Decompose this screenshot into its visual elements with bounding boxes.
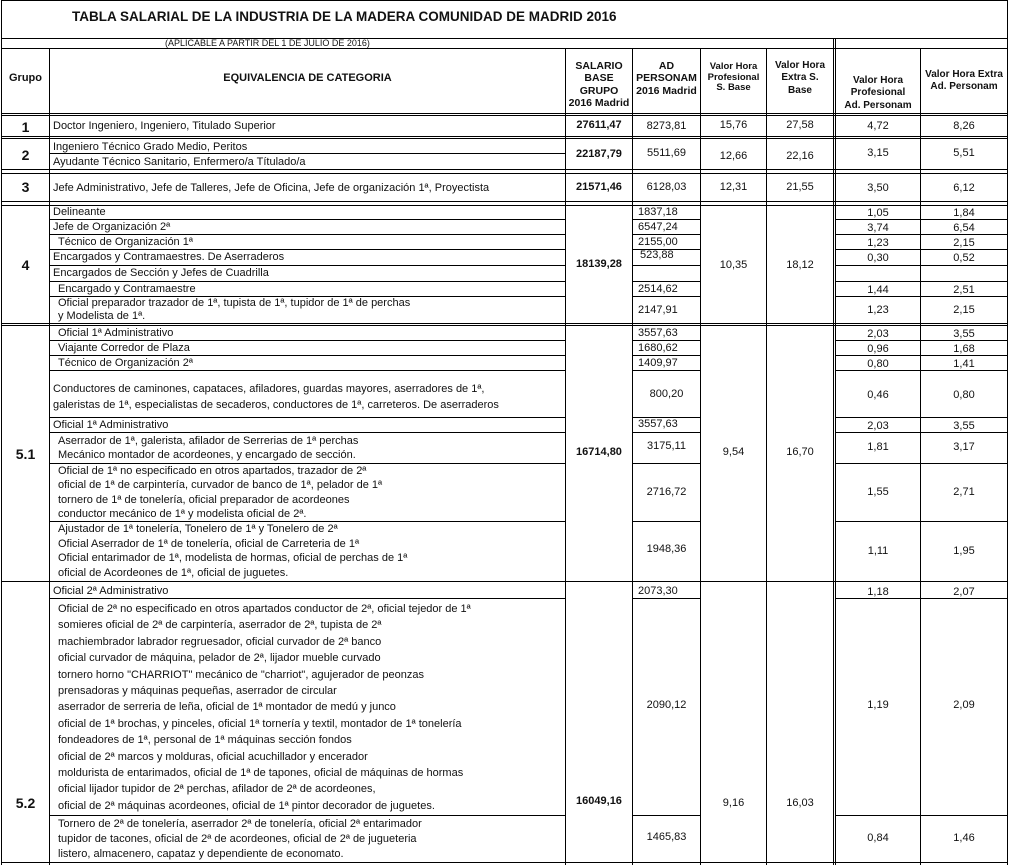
vh-prof-ad-cell: 0,30 [867, 252, 889, 264]
group-label: 5.1 [15, 446, 36, 462]
category-cell: Encargados y Contramaestres. De Aserraderos [53, 251, 285, 263]
vh-extra: 18,12 [786, 259, 814, 271]
vh-extra-ad-cell: 6,54 [953, 222, 975, 234]
category-cell: Aserrador de 1ª, galerista, afilador de Serrerias de 1ª perchas Mecánico montador de acordeones, y encargado de sección. [58, 435, 359, 461]
vh-prof-ad-cell: 0,84 [867, 832, 889, 844]
vh-prof-ad-cell: 1,23 [867, 237, 889, 249]
vh-profesional: 10,35 [719, 259, 748, 271]
vh-prof-ad-cell: 3,15 [867, 147, 889, 159]
vh-extra-ad-cell: 0,52 [953, 252, 975, 264]
vh-prof-ad-cell: 1,44 [867, 284, 889, 296]
category-cell: Viajante Corredor de Plaza [58, 342, 190, 354]
vh-extra-ad-cell: 8,26 [953, 120, 975, 132]
header-equivalencia: EQUIVALENCIA DE CATEGORIA [223, 72, 392, 84]
header-grupo: Grupo [9, 72, 42, 84]
ad-personam-cell: 1409,97 [638, 357, 678, 369]
ad-personam-cell: 2147,91 [638, 304, 678, 316]
header-vh-profesional-ad: Valor Hora Profesional Ad. Personam [844, 75, 912, 111]
vh-profesional: 9,54 [722, 446, 745, 458]
vh-prof-ad-cell: 1,23 [867, 304, 889, 316]
category-cell: Tornero de 2ª de tonelería, aserrador 2ª de tonelería, oficial 2ª entarimador tupidor de tacones, oficial de 2ª de acordeones, oficial de 2ª de jugueteria listero, almacenero, capataz y dependiente de economato. [58, 818, 422, 860]
ad-personam-cell: 2073,30 [638, 585, 678, 597]
salario-base: 16049,16 [576, 795, 622, 807]
category-cell: Ajustador de 1ª tonelería, Tonelero de 1ª y Tonelero de 2ª Oficial Aserrador de 1ª de tonelería, oficial de Carreteria de 1ª Oficial entarimador de 1ª, modelista de hormas, oficial de perchas de 1ª oficial de Acordeones de 1ª, oficial de juguetes. [58, 523, 408, 579]
vh-extra-ad-cell: 1,68 [953, 343, 975, 355]
vh-prof-ad-cell: 1,55 [867, 486, 889, 498]
ad-personam-cell: 8273,81 [646, 120, 687, 132]
category-cell: Conductores de caminones, capataces, afiladores, guardas mayores, aserradores de 1ª, galeristas de 1ª, especialistas de secaderos, conductores de 1ª, carreteros. De aserraderos [53, 383, 499, 411]
vh-extra-ad-cell: 0,80 [953, 389, 975, 401]
ad-personam-cell: 1948,36 [646, 543, 687, 555]
vh-profesional: 9,16 [722, 797, 745, 809]
group-label: 1 [21, 119, 30, 135]
vh-extra-ad-cell: 6,12 [953, 182, 975, 194]
category-cell: Oficial preparador trazador de 1ª, tupista de 1ª, tupidor de 1ª de perchas y Modelista de 1ª. [58, 297, 411, 322]
vh-extra: 21,55 [786, 181, 814, 193]
vh-extra-ad-cell: 2,09 [953, 699, 975, 711]
vh-extra: 22,16 [786, 150, 814, 162]
page-subtitle: (APLICABLE A PARTIR DEL 1 DE JULIO DE 2016) [165, 38, 370, 48]
ad-personam-cell: 800,20 [649, 388, 684, 400]
salario-base: 18139,28 [576, 258, 622, 270]
salario-base: 27611,47 [576, 119, 622, 131]
vh-extra-ad-cell: 3,55 [953, 328, 975, 340]
vh-extra-ad-cell: 3,17 [953, 441, 975, 453]
ad-personam-cell: 5511,69 [647, 147, 686, 159]
vh-extra-ad-cell: 2,15 [953, 237, 975, 249]
group-label: 2 [21, 147, 30, 163]
vh-prof-ad-cell: 1,19 [867, 699, 889, 711]
header-vh-profesional: Valor Hora Profesional S. Base [707, 61, 760, 93]
ad-personam-cell: 1680,62 [638, 342, 678, 354]
vh-extra-ad-cell: 1,95 [953, 545, 975, 557]
salario-base: 21571,46 [576, 181, 622, 193]
vh-extra-ad-cell: 1,41 [953, 358, 975, 370]
header-vh-extra: Valor Hora Extra S. Base [774, 60, 826, 96]
category-cell: Oficial de 1ª no especificado en otros apartados, trazador de 2ª oficial de 1ª de carpintería, curvador de banco de 1ª, pelador de 1ª tornero de 1ª de tonelería, oficial preparador de acordeones conductor mecánico de 1ª y modelista oficial de 2ª. [58, 465, 383, 520]
vh-extra-ad-cell: 5,51 [953, 147, 975, 159]
header-ad-personam: AD PERSONAM 2016 Madrid [636, 60, 697, 97]
ad-personam-cell: 3557,63 [638, 418, 678, 430]
vh-prof-ad-cell: 3,50 [867, 182, 889, 194]
vh-extra-ad-cell: 2,07 [953, 586, 975, 598]
group-label: 3 [21, 179, 30, 195]
ad-personam-cell: 2155,00 [638, 236, 678, 248]
salario-base: 22187,79 [576, 148, 622, 160]
vh-prof-ad-cell: 1,18 [867, 586, 889, 598]
category-cell: Oficial 1ª Administrativo [53, 419, 169, 431]
category-cell: Jefe de Organización 2ª [53, 221, 171, 233]
header-vh-extra-ad: Valor Hora Extra Ad. Personam [925, 69, 1003, 93]
category-cell: Ingeniero Técnico Grado Medio, Peritos Ayudante Técnico Sanitario, Enfermero/a Títulado/a [53, 141, 306, 168]
ad-personam-cell: 1837,18 [638, 206, 678, 218]
vh-profesional: 12,66 [719, 150, 748, 162]
category-cell: Oficial 2ª Administrativo [53, 585, 169, 597]
vh-prof-ad-cell: 0,80 [867, 358, 889, 370]
vh-prof-ad-cell: 1,11 [867, 545, 889, 557]
ad-personam-cell: 2716,72 [646, 486, 687, 498]
vh-prof-ad-cell: 2,03 [867, 328, 889, 340]
vh-prof-ad-cell: 0,46 [867, 389, 889, 401]
salario-base: 16714,80 [576, 446, 622, 458]
ad-personam-cell: 6547,24 [638, 221, 678, 233]
ad-personam-cell: 2514,62 [638, 283, 678, 295]
category-cell: Técnico de Organización 1ª [58, 236, 193, 248]
category-cell: Encargados de Sección y Jefes de Cuadrilla [53, 267, 269, 279]
vh-extra-ad-cell: 3,55 [953, 420, 975, 432]
ad-personam-cell: 2090,12 [646, 699, 687, 711]
category-cell: Encargado y Contramaestre [58, 283, 196, 295]
vh-extra: 16,03 [786, 797, 814, 809]
vh-extra-ad-cell: 1,84 [953, 207, 975, 219]
vh-profesional: 15,76 [719, 119, 748, 131]
ad-personam-cell: 3175,11 [647, 440, 686, 452]
vh-extra-ad-cell: 1,46 [953, 832, 975, 844]
vh-prof-ad-cell: 2,03 [867, 420, 889, 432]
ad-personam-cell: 6128,03 [646, 181, 687, 193]
category-cell: Jefe Administrativo, Jefe de Talleres, Jefe de Oficina, Jefe de organización 1ª, Proyectista [53, 182, 490, 194]
group-label: 4 [21, 257, 30, 273]
vh-prof-ad-cell: 0,96 [867, 343, 889, 355]
vh-prof-ad-cell: 1,05 [867, 207, 889, 219]
category-cell: Técnico de Organización 2ª [58, 357, 193, 369]
vh-prof-ad-cell: 4,72 [867, 120, 889, 132]
vh-extra-ad-cell: 2,51 [953, 284, 975, 296]
vh-extra: 16,70 [786, 446, 814, 458]
ad-personam-cell: 3557,63 [638, 327, 678, 339]
vh-prof-ad-cell: 3,74 [867, 222, 889, 234]
page-title: TABLA SALARIAL DE LA INDUSTRIA DE LA MADERA COMUNIDAD DE MADRID 2016 [72, 9, 617, 24]
vh-extra-ad-cell: 2,15 [953, 304, 975, 316]
vh-extra: 27,58 [786, 119, 814, 131]
header-salario: SALARIO BASE GRUPO 2016 Madrid [568, 60, 630, 109]
vh-profesional: 12,31 [719, 181, 748, 193]
category-cell: Oficial de 2ª no especificado en otros apartados conductor de 2ª, oficial tejedor de 1ª somieres oficial de 2ª de carpintería, aserrador de 2ª, tupista de 2ª machiembrador labrador regruesador, oficial curvador de 2ª banco oficial curvador de máquina, pelador de 2ª, lijador mueble curvado tornero horno "CHARRIOT" mecánico de "charriot", agujerador de peonzas prensadoras y máquinas pequeñas, aserrador de circular aserrador de serreria de leña, oficial de 1ª montador de medú y junco oficial de 1ª brochas, y pinceles, oficial 1ª tornería y textil, montador de 1ª tonelería fondeadores de 1ª, personal de 1ª máquinas sección fondos oficial de 2ª marcos y molduras, oficial acuchillador y encerador moldurista de entarimados, oficial de 1ª de tapones, oficial de máquinas de hormas oficial lijador tupidor de 2ª perchas, afilador de 2ª de acordeones, oficial de 2ª máquinas acordeones, oficial de 1ª pintor decorador de juguetes. [58, 603, 471, 812]
category-cell: Oficial 1ª Administrativo [58, 327, 174, 339]
category-cell: Doctor Ingeniero, Ingeniero, Titulado Superior [53, 120, 276, 132]
category-cell: Delineante [53, 206, 106, 218]
ad-personam-cell: 1465,83 [646, 831, 687, 843]
vh-extra-ad-cell: 2,71 [953, 486, 975, 498]
vh-prof-ad-cell: 1,81 [867, 441, 889, 453]
ad-personam-cell: 523,88 [640, 249, 674, 261]
group-label: 5.2 [15, 795, 36, 811]
